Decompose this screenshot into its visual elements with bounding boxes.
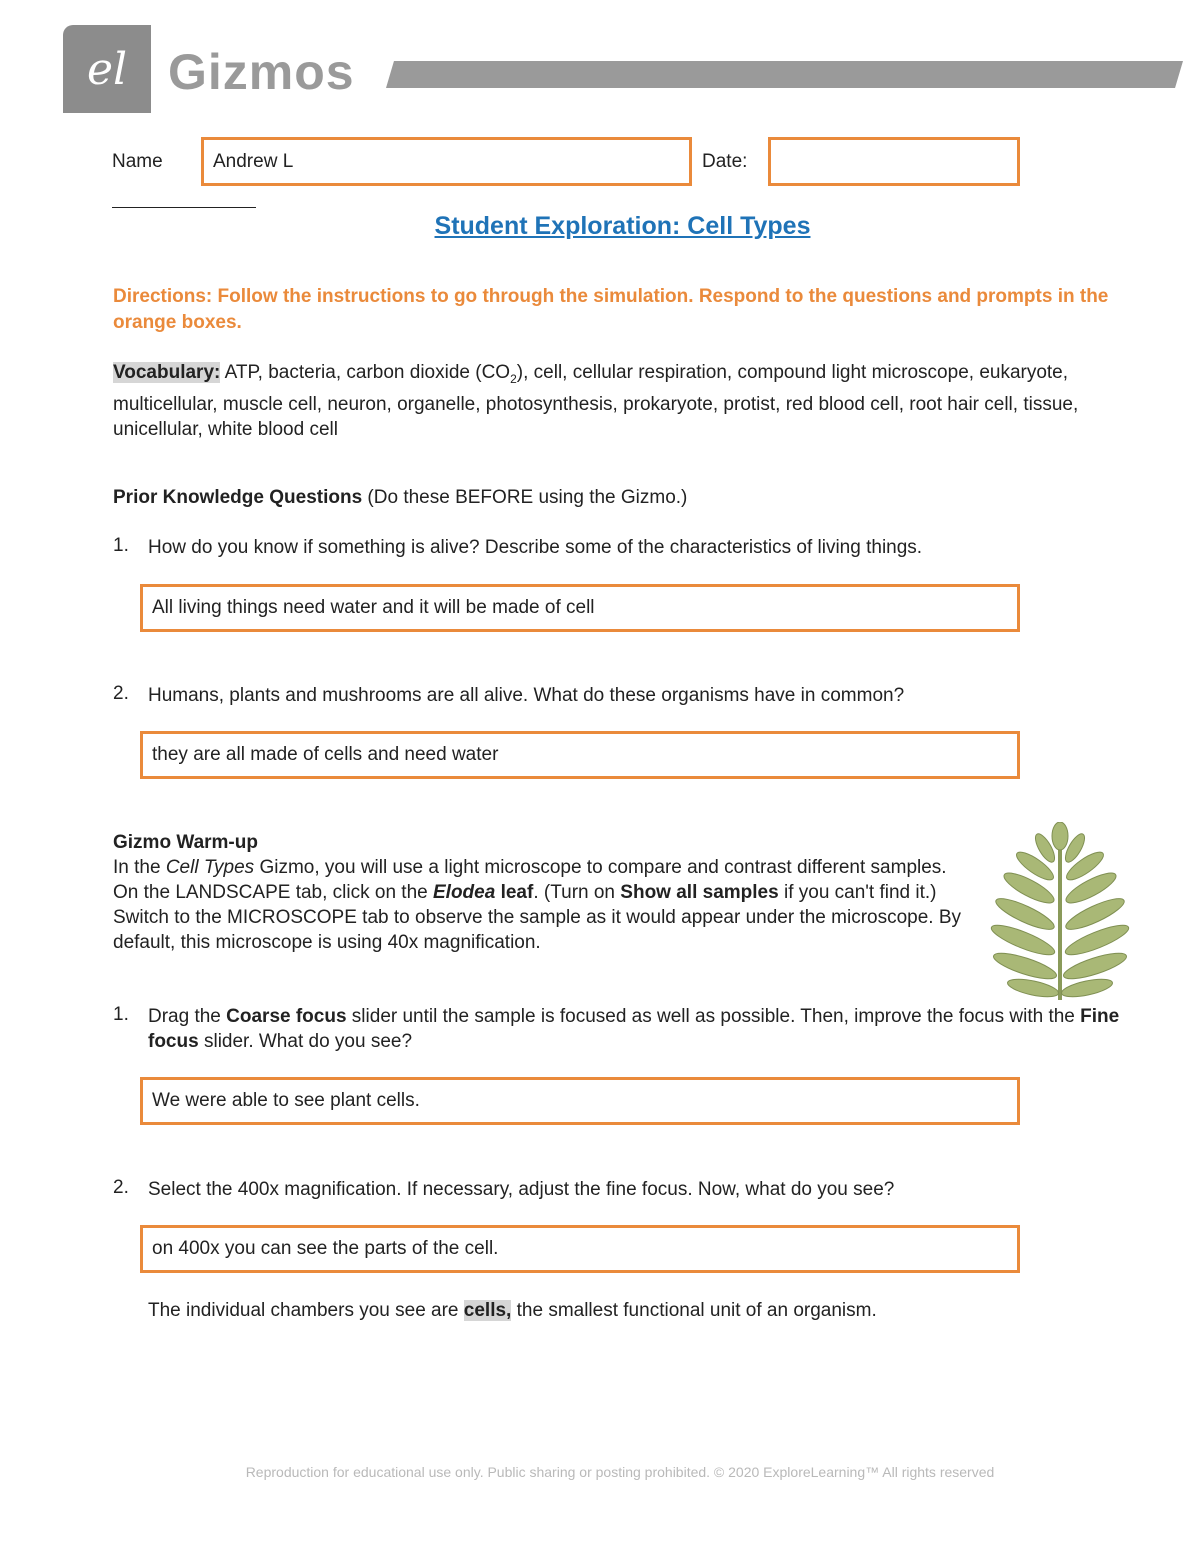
closing-sentence: The individual chambers you see are cells, the smallest functional unit of an organism. — [148, 1300, 877, 1321]
brand-name: Gizmos — [168, 44, 355, 100]
vocabulary-label: Vocabulary: — [113, 362, 221, 383]
pk-q2-text: Humans, plants and mushrooms are all alive. What do these organisms have in common? — [148, 685, 905, 706]
date-field[interactable] — [768, 137, 1020, 186]
pk-q1-number: 1. — [113, 535, 129, 556]
vocabulary-paragraph: Vocabulary: ATP, bacteria, carbon dioxide $(CO_2)$, cell, cellular respiration, compound light microscope, eukaryote, multicellular, muscle cell, neuron, organelle, photosynthesis, prokaryote, protist, red blood cell, root hair cell, tissue, unicellular, white blood cell — [113, 362, 1079, 440]
warmup-q1-text: Drag the Coarse focus slider until the sample is focused as well as possible. Then, improve the focus with the Fine focus slider. What do you see? — [148, 1006, 1120, 1052]
cells-highlight: cells, — [463, 1300, 512, 1321]
name-label: Name — [112, 151, 163, 172]
footer-copyright: Reproduction for educational use only. Public sharing or posting prohibited. © 2020 ExploreLearning™ All rights reserved — [245, 1464, 995, 1480]
warmup-q1-answer-box[interactable] — [140, 1077, 1020, 1125]
prior-knowledge-heading: Prior Knowledge Questions — [113, 487, 363, 508]
pk-q1-text: How do you know if something is alive? Describe some of the characteristics of living things. — [148, 537, 923, 558]
pk-q1-answer: All living things need water and it will be made of cell — [152, 597, 595, 618]
date-label: Date: — [702, 151, 748, 172]
pk-q2-answer: they are all made of cells and need water — [152, 744, 499, 765]
directions-text: Directions: Follow the instructions to go through the simulation. Respond to the questions and prompts in the orange boxes. — [113, 286, 1109, 333]
pk-q2-number: 2. — [113, 683, 129, 704]
elodea-plant-image — [985, 822, 1135, 1000]
warmup-q2-text: Select the 400x magnification. If necessary, adjust the fine focus. Now, what do you see? — [148, 1179, 895, 1200]
prior-knowledge-heading-line: Prior Knowledge Questions (Do these BEFORE using the Gizmo.) — [113, 487, 688, 508]
warmup-q2-answer-box[interactable] — [140, 1225, 1020, 1273]
warmup-intro: In the Cell Types Gizmo, you will use a light microscope to compare and contrast different samples. On the LANDSCAPE tab, click on the Elodea leaf. (Turn on Show all samples if you can't find it.) Switch to the MICROSCOPE tab to observe the sample as it would appear under the microscope. By default, this microscope is using 40x magnification. — [113, 857, 962, 953]
header-bar — [386, 61, 1183, 88]
warmup-q1-number: 1. — [113, 1004, 129, 1025]
explorelearning-logo-icon: el — [86, 43, 128, 95]
name-field[interactable] — [201, 137, 692, 186]
name-value: Andrew L — [213, 150, 294, 172]
warmup-heading: Gizmo Warm-up — [113, 832, 258, 853]
divider-line — [112, 207, 256, 208]
pk-q2-answer-box[interactable] — [140, 731, 1020, 779]
warmup-q2-number: 2. — [113, 1177, 129, 1198]
page-title: Student Exploration: Cell Types — [434, 212, 811, 240]
warmup-q1-answer: We were able to see plant cells. — [152, 1090, 420, 1111]
pk-q1-answer-box[interactable] — [140, 584, 1020, 632]
warmup-q2-answer: on 400x you can see the parts of the cell. — [152, 1238, 499, 1259]
